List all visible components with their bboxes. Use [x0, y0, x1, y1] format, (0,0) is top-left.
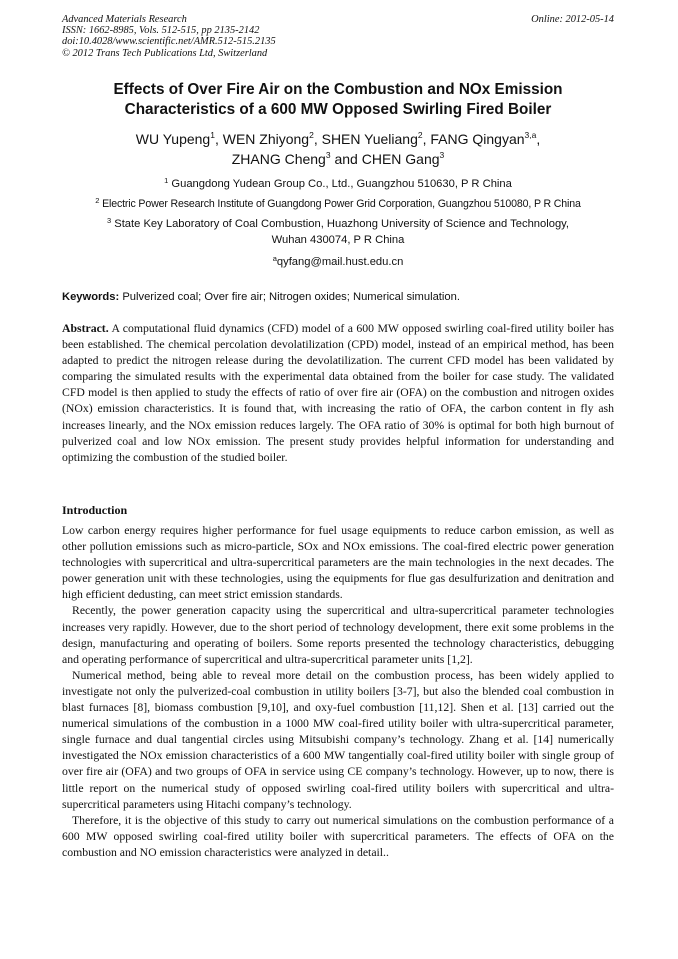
paragraph: Low carbon energy requires higher performance for fuel usage equipments to reduce carbon emission, as well as other pollution emissions such as micro-particle, SOx and NOx emissions. The coal-fired electric power generation technologies with supercritical and ultra-supercritical parameters are the main technologies in the next decades. The power generation unit with these technologies, using the equipments for flue gas desulfurization and denitration and high efficient dedusting, can meet strict emission standards. — [62, 524, 614, 602]
author-separator: , — [536, 131, 541, 147]
email-mark: a — [272, 254, 277, 263]
author-separator: , — [214, 131, 223, 147]
affiliation-mark: 2 — [95, 196, 100, 205]
author-name: FANG Qingyan — [430, 131, 525, 147]
author-name: ZHANG Cheng — [231, 150, 326, 167]
affiliation-3-line-2: Wuhan 430074, P R China — [271, 234, 405, 246]
abstract-text: A computational fluid dynamics (CFD) model of a 600 MW opposed swirling coal-fired utility boiler has been established. The chemical percolation devolatilization (CPD) model, instead of an empirical method, has been adapted to predict the nitrogen release during the devolatilization. The current CFD model has been validated by comparing the simulated results with the experimental data obtained from the boiler for case study. The validated CFD model is then applied to study the effects of ratio of over fire air (OFA) on the combustion and nitrogen oxides (NOx) emission characteristics. It is found that, with increasing the ratio of OFA, the carbon content in fly ash increases linearly, and the NOx emission reduces largely. The OFA ratio of 30% is optimal for both high burnout of pulverized coal and low NOx emission. The present study provides helpful information for understanding and optimizing the combustion of the studied boiler. — [62, 322, 614, 464]
keywords-label: Keywords: — [62, 291, 120, 303]
paragraph: Recently, the power generation capacity using the supercritical and ultra-supercritical parameter technologies increases very rapidly. However, due to the short period of technology development, there exit some problems in the design, manufacturing and operating of boilers. Some reports presented the technology characteristics, debugging and operating performance of supercritical and ultra-supercritical parameter units [1,2]. — [62, 604, 614, 666]
title-line-1: Effects of Over Fire Air on the Combustion and NOx Emission — [113, 81, 563, 98]
issn-line: ISSN: 1662-8985, Vols. 512-515, pp 2135-2142 — [62, 25, 260, 37]
author-affiliation-mark: 1 — [210, 130, 215, 140]
affiliation-mark: 1 — [164, 176, 169, 185]
affiliation-3 — [62, 216, 614, 248]
online-date: Online: 2012-05-14 — [531, 14, 614, 25]
corresponding-email — [62, 254, 614, 270]
author-affiliation-mark: 2 — [417, 130, 423, 140]
author-affiliation-mark: 3 — [439, 149, 445, 160]
introduction-heading: Introduction — [62, 503, 128, 517]
copyright-line: © 2012 Trans Tech Publications Ltd, Switzerland — [62, 47, 268, 59]
journal-name: Advanced Materials Research — [62, 14, 187, 25]
author-name: CHEN Gang — [361, 150, 440, 167]
affiliation-2 — [62, 196, 614, 212]
author-conjunction: and — [330, 150, 362, 167]
affiliation-3-line-1 — [62, 216, 614, 232]
keywords-text: Pulverized coal; Over fire air; Nitrogen oxides; Numerical simulation. — [122, 291, 460, 303]
doi-line: doi:10.4028/www.scientific.net/AMR.512-515.2135 — [62, 36, 276, 48]
keywords — [62, 290, 614, 305]
affiliation-text: Guangdong Yudean Group Co., Ltd., Guangzhou 510630, P R China — [171, 178, 512, 190]
author-name: WEN Zhiyong — [222, 131, 310, 147]
author-name: SHEN Yueliang — [321, 131, 418, 147]
email-address[interactable]: qyfang@mail.hust.edu.cn — [276, 256, 404, 268]
author-name: WU Yupeng — [135, 131, 211, 147]
affiliation-1 — [62, 176, 614, 192]
paper-title — [62, 80, 614, 120]
affiliation-text: State Key Laboratory of Coal Combustion, Huazhong University of Science and Technology, — [114, 218, 570, 230]
author-affiliation-mark: 3,a — [524, 130, 537, 140]
author-list — [62, 130, 614, 169]
affiliation-text: Electric Power Research Institute of Guangdong Power Grid Corporation, Guangzhou 510080, P R China — [102, 198, 581, 210]
author-affiliation-mark: 3 — [325, 149, 331, 160]
author-separator: , — [313, 131, 322, 147]
abstract-label: Abstract. — [62, 322, 109, 335]
affiliation-mark: 3 — [106, 216, 112, 225]
introduction-body — [62, 523, 614, 861]
author-line-1 — [62, 130, 614, 150]
abstract — [62, 321, 614, 466]
paragraph: Numerical method, being able to reveal more detail on the combustion process, has been widely applied to investigate not only the pulverized-coal combustion in utility boilers [3-7], but also the blended coal combustion in blast furnaces [8], biomass combustion [9,10], and oxy-fuel combustion [11,12]. Shen et al. [13] carried out the numerical simulations of the combustion in a 1000 MW coal-fired utility boiler with ultra-supercritical parameter, single furnace and dual tangential circles using Mitsubishi company’s technology. Zhang et al. [14] numerically investigated the NOx emission characteristics of a 600 MW tangentially coal-fired utility boiler with single group of over fire air (OFA) and two groups of OFA in service using CE company’s technology. However, up to now, there is little report on the numerical study of opposed swirling coal-fired utility boilers with supercritical and ultra-supercritical parameters using Hitachi company’s technology. — [62, 668, 614, 811]
title-line-2: Characteristics of a 600 MW Opposed Swirling Fired Boiler — [124, 101, 552, 118]
journal-header — [62, 14, 614, 59]
author-separator: , — [422, 131, 431, 147]
author-affiliation-mark: 2 — [309, 130, 314, 140]
paragraph: Therefore, it is the objective of this study to carry out numerical simulations on the combustion performance of a 600 MW opposed swirling coal-fired utility boiler with supercritical parameters. The effects of OFA on the combustion and NO emission characteristics were analyzed in detail.. — [62, 813, 614, 859]
author-line-2 — [62, 150, 614, 170]
